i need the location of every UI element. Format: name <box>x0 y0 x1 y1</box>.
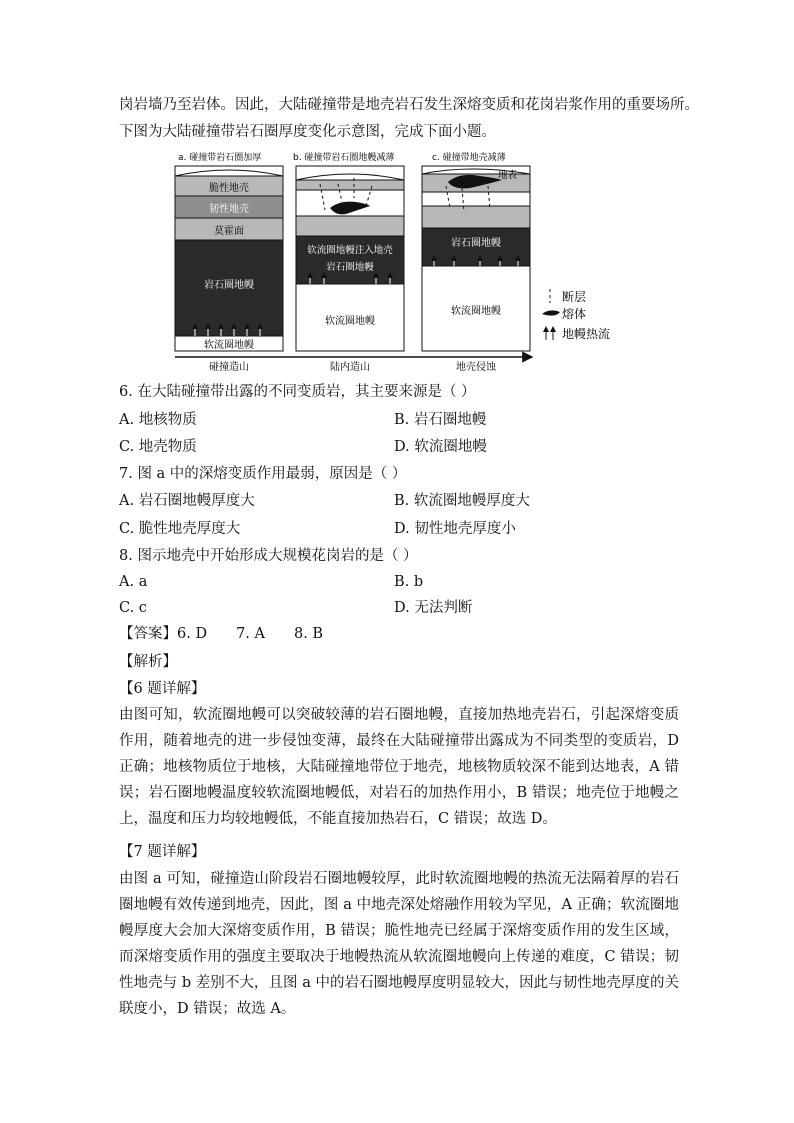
question-8-option-c: C. c <box>119 600 147 616</box>
answer-line: 【答案】6. D 7. A 8. B <box>119 626 324 642</box>
panel-b-intrusion-label-1: 软流圈地幔注入地壳 <box>307 245 393 256</box>
q6-detail-label: 【6 题详解】 <box>119 681 206 697</box>
question-8-option-b: B. b <box>394 574 424 590</box>
legend-heat-flow-label: 地幔热流 <box>562 327 611 341</box>
question-8-option-a: A. a <box>119 574 148 590</box>
question-7-option-b: B. 软流圈地幔厚度大 <box>394 493 530 509</box>
question-6-option-a: A. 地核物质 <box>119 412 197 428</box>
question-7-stem: 7. 图 a 中的深熔变质作用最弱，原因是（ ） <box>119 466 407 482</box>
question-6-stem: 6. 在大陆碰撞带出露的不同变质岩，其主要来源是（ ） <box>119 384 476 400</box>
legend-heat-flow-icon <box>546 327 553 340</box>
panel-a-title: a. 碰撞带岩石圈加厚 <box>178 153 262 163</box>
legend-melt-label: 熔体 <box>562 307 587 321</box>
panel-c-asth-mantle-label: 软流圈地幔 <box>451 306 501 317</box>
panel-a-brittle-crust-label: 脆性地壳 <box>209 183 249 194</box>
legend-melt-icon <box>542 310 560 315</box>
legend <box>542 289 610 341</box>
question-7-option-a: A. 岩石圈地幔厚度大 <box>119 493 255 509</box>
panel-b <box>296 166 404 351</box>
question-6-option-b: B. 岩石圈地幔 <box>394 412 487 428</box>
panel-a-ductile-crust-label: 韧性地壳 <box>209 204 249 215</box>
legend-fault-label: 断层 <box>562 290 587 304</box>
question-8-option-d: D. 无法判断 <box>394 600 473 616</box>
question-8-stem: 8. 图示地壳中开始形成大规模花岗岩的是（ ） <box>119 548 418 564</box>
panel-a <box>175 166 283 351</box>
panel-b-title: b. 碰撞带岩石圈地幔减薄 <box>293 153 395 163</box>
stage-2-label: 陆内造山 <box>330 362 370 373</box>
panel-a-moho-label: 莫霍面 <box>214 226 244 237</box>
panel-b-lith-mantle-label: 岩石圈地幔 <box>326 262 374 273</box>
intro-line-1: 岗岩墙乃至岩体。因此，大陆碰撞带是地壳岩石发生深熔变质和花岗岩浆作用的重要场所。 <box>119 97 699 113</box>
question-6-option-d: D. 软流圈地幔 <box>394 439 487 455</box>
stage-1-label: 碰撞造山 <box>209 362 249 373</box>
panel-c-lith-mantle-label: 岩石圈地幔 <box>451 238 501 249</box>
panel-c <box>422 166 530 351</box>
stage-3-label: 地壳侵蚀 <box>456 362 496 373</box>
question-7-option-c: C. 脆性地壳厚度大 <box>119 521 241 537</box>
panel-a-asth-mantle-label: 软流圈地幔 <box>204 340 254 351</box>
q7-detail-text: 由图 a 可知，碰撞造山阶段岩石圈地幔较厚，此时软流圈地幔的热流无法隔着厚的岩石圈地幔有效传递到地壳，因此，图 a 中地壳深处熔融作用较为罕见，A 正确；软流圈地幔厚度大会加大深熔变质作用，B 错误；脆性地壳已经属于深熔变质作用的发生区域，而深熔变质作用的强度主要取决于地幔热流从软流圈地幔向上传递的难度，C 错误；韧性地壳与 b 差别不大，且图 a 中的岩石圈地幔厚度明显较大，因此与韧性地壳厚度的关联度小，D 错误；故选 A。 <box>119 871 679 1017</box>
lithosphere-thickness-figure <box>170 146 630 376</box>
question-7-option-d: D. 韧性地壳厚度小 <box>394 521 516 537</box>
analysis-label: 【解析】 <box>119 654 177 670</box>
panel-c-title: c. 碰撞带地壳减薄 <box>432 153 506 163</box>
q7-detail-label: 【7 题详解】 <box>119 844 206 860</box>
panel-a-lith-mantle-label: 岩石圈地幔 <box>204 280 254 291</box>
panel-c-surface-label: 地表 <box>498 170 518 181</box>
q6-detail-text: 由图可知，软流圈地幔可以突破较薄的岩石圈地幔，直接加热地壳岩石，引起深熔变质作用，随着地壳的进一步侵蚀变薄，最终在大陆碰撞带出露成为不同类型的变质岩，D 正确；地核物质位于地核，大陆碰撞地带位于地壳，地核物质较深不能到达地表，A 错误；岩石圈地幔温度较软流圈地幔低，对岩石的加热作用小，B 错误；地壳位于地幔之上，温度和压力均较地幔低，不能直接加热岩石，C 错误；故选 D。 <box>119 707 679 827</box>
question-6-option-c: C. 地壳物质 <box>119 439 197 455</box>
panel-b-asth-mantle-label: 软流圈地幔 <box>325 316 375 327</box>
intro-line-2: 下图为大陆碰撞带岩石圈厚度变化示意图，完成下面小题。 <box>119 124 496 140</box>
